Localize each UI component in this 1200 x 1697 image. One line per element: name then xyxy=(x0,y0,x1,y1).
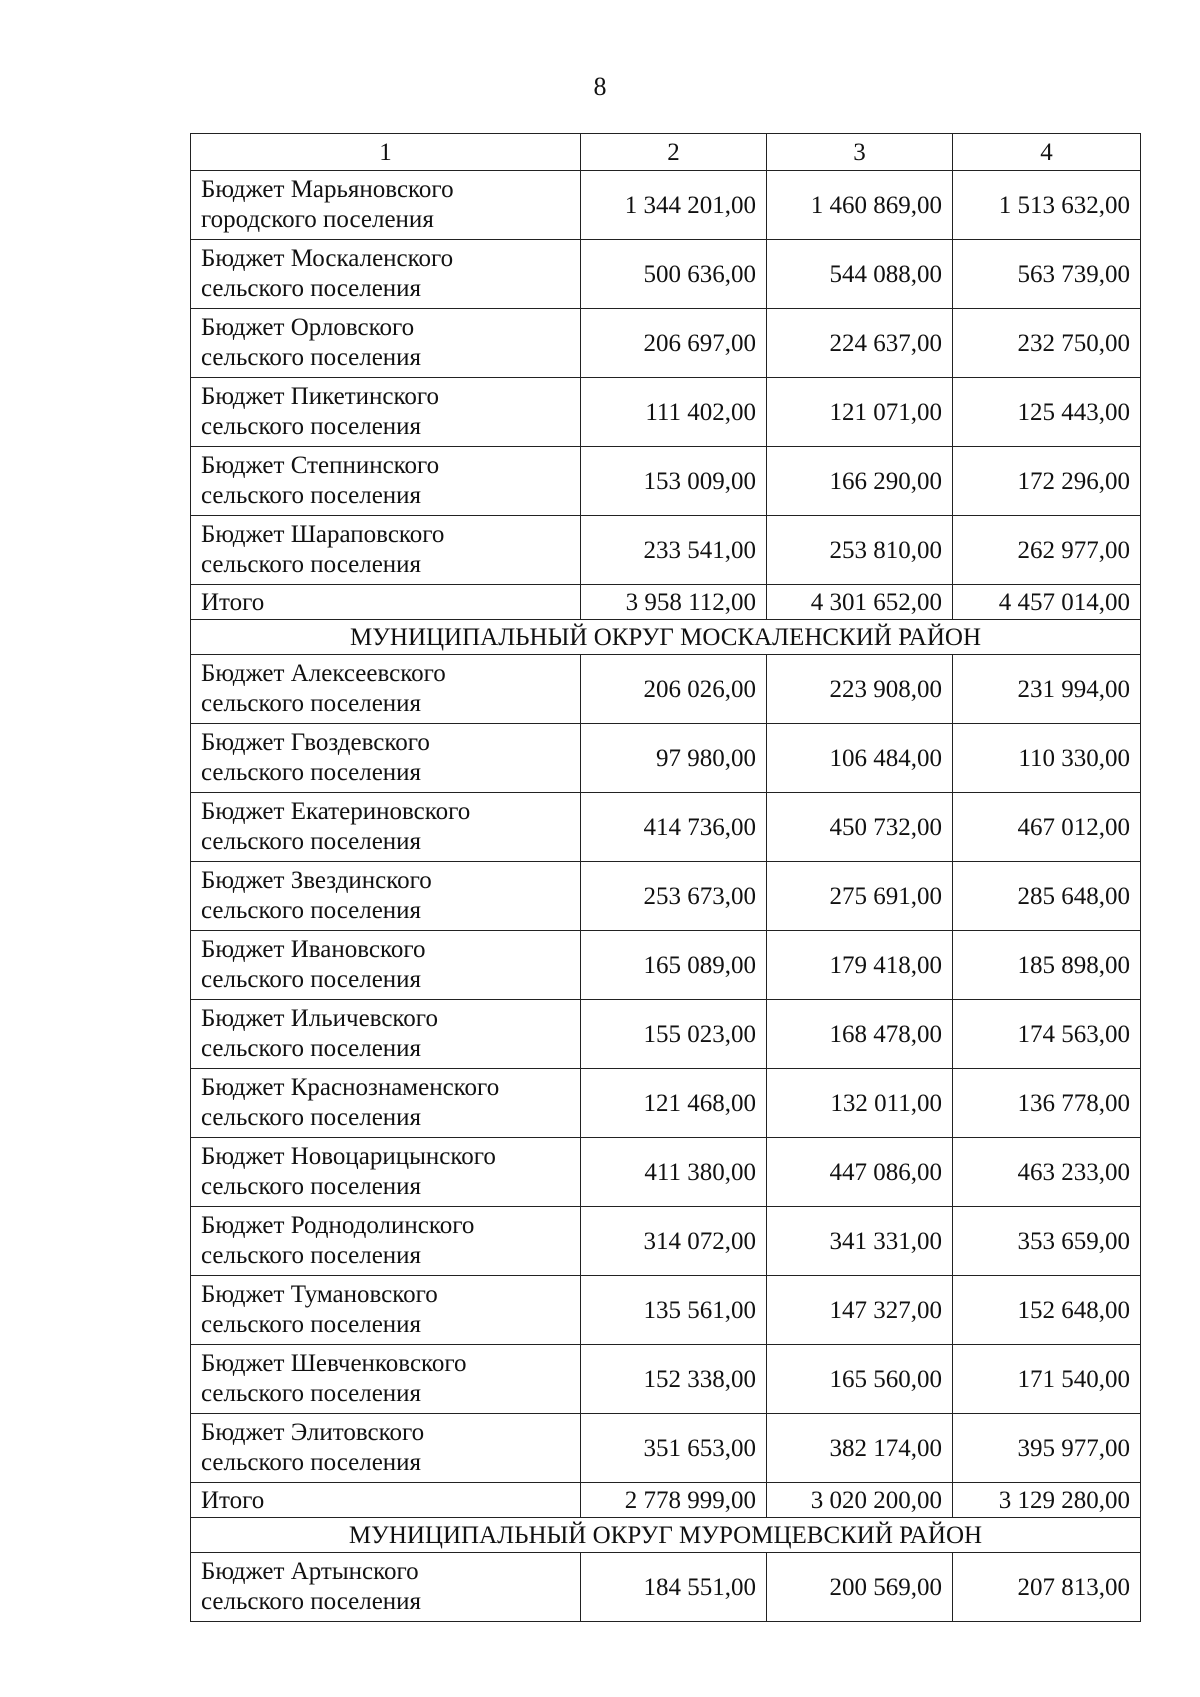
budget-name-line: Бюджет Алексеевского xyxy=(201,660,446,687)
table-row xyxy=(191,447,1141,516)
section-title: МУНИЦИПАЛЬНЫЙ ОКРУГ МОСКАЛЕНСКИЙ РАЙОН xyxy=(191,620,1141,655)
budget-name-cell xyxy=(191,793,581,862)
section-title: МУНИЦИПАЛЬНЫЙ ОКРУГ МУРОМЦЕВСКИЙ РАЙОН xyxy=(191,1518,1141,1553)
amount-col-4: 174 563,00 xyxy=(953,1000,1141,1069)
amount-col-2: 155 023,00 xyxy=(581,1000,767,1069)
budget-name-line: Бюджет Степнинского xyxy=(201,452,440,479)
budget-name-line: Бюджет Тумановского xyxy=(201,1281,438,1308)
total-amount-col-3: 3 020 200,00 xyxy=(767,1483,953,1518)
budget-name-cell xyxy=(191,1000,581,1069)
amount-col-2: 206 026,00 xyxy=(581,655,767,724)
amount-col-4: 152 648,00 xyxy=(953,1276,1141,1345)
amount-col-3: 450 732,00 xyxy=(767,793,953,862)
table-row xyxy=(191,309,1141,378)
amount-col-4: 231 994,00 xyxy=(953,655,1141,724)
budget-name-cell xyxy=(191,1138,581,1207)
amount-col-2: 314 072,00 xyxy=(581,1207,767,1276)
amount-col-4: 395 977,00 xyxy=(953,1414,1141,1483)
column-number-1: 1 xyxy=(191,134,581,171)
budget-name-line: сельского поселения xyxy=(201,551,422,578)
column-number-3: 3 xyxy=(767,134,953,171)
budget-name-line: Бюджет Марьяновского xyxy=(201,176,454,203)
budget-name-line: сельского поселения xyxy=(201,482,422,509)
amount-col-4: 185 898,00 xyxy=(953,931,1141,1000)
budget-name-line: Бюджет Ильичевского xyxy=(201,1005,438,1032)
amount-col-2: 414 736,00 xyxy=(581,793,767,862)
budget-name-line: сельского поселения xyxy=(201,1588,422,1615)
budget-name-line: Бюджет Москаленского xyxy=(201,245,454,272)
total-row xyxy=(191,1483,1141,1518)
budget-name-cell xyxy=(191,931,581,1000)
budget-name-line: сельского поселения xyxy=(201,828,422,855)
budget-name-line: Бюджет Ивановского xyxy=(201,936,426,963)
table-row xyxy=(191,1345,1141,1414)
table-row xyxy=(191,1138,1141,1207)
amount-col-4: 262 977,00 xyxy=(953,516,1141,585)
budget-name-line: сельского поселения xyxy=(201,897,422,924)
table-row xyxy=(191,1207,1141,1276)
table-row xyxy=(191,1069,1141,1138)
amount-col-3: 341 331,00 xyxy=(767,1207,953,1276)
budget-name-line: Бюджет Пикетинского xyxy=(201,383,440,410)
table-row xyxy=(191,1276,1141,1345)
amount-col-2: 153 009,00 xyxy=(581,447,767,516)
amount-col-4: 1 513 632,00 xyxy=(953,171,1141,240)
amount-col-3: 121 071,00 xyxy=(767,378,953,447)
budget-name-line: Бюджет Элитовского xyxy=(201,1419,425,1446)
total-label: Итого xyxy=(191,1483,581,1518)
total-amount-col-4: 3 129 280,00 xyxy=(953,1483,1141,1518)
amount-col-3: 179 418,00 xyxy=(767,931,953,1000)
budget-name-line: сельского поселения xyxy=(201,759,422,786)
budget-name-cell xyxy=(191,1414,581,1483)
budget-name-line: городского поселения xyxy=(201,206,434,233)
amount-col-2: 206 697,00 xyxy=(581,309,767,378)
budget-name-line: Бюджет Орловского xyxy=(201,314,415,341)
table-row xyxy=(191,1414,1141,1483)
budget-name-line: сельского поселения xyxy=(201,1104,422,1131)
column-number-2: 2 xyxy=(581,134,767,171)
amount-col-3: 224 637,00 xyxy=(767,309,953,378)
budget-name-cell xyxy=(191,724,581,793)
amount-col-3: 106 484,00 xyxy=(767,724,953,793)
amount-col-3: 132 011,00 xyxy=(767,1069,953,1138)
table-row xyxy=(191,931,1141,1000)
budget-name-line: сельского поселения xyxy=(201,1035,422,1062)
amount-col-4: 125 443,00 xyxy=(953,378,1141,447)
budget-name-cell xyxy=(191,1345,581,1414)
total-amount-col-4: 4 457 014,00 xyxy=(953,585,1141,620)
table-row xyxy=(191,378,1141,447)
amount-col-2: 165 089,00 xyxy=(581,931,767,1000)
budget-name-cell xyxy=(191,240,581,309)
table-row xyxy=(191,516,1141,585)
amount-col-2: 411 380,00 xyxy=(581,1138,767,1207)
amount-col-3: 253 810,00 xyxy=(767,516,953,585)
budget-name-line: Бюджет Звездинского xyxy=(201,867,432,894)
budget-name-line: сельского поселения xyxy=(201,275,422,302)
amount-col-4: 172 296,00 xyxy=(953,447,1141,516)
table-row xyxy=(191,1000,1141,1069)
amount-col-2: 184 551,00 xyxy=(581,1553,767,1622)
column-number-4: 4 xyxy=(953,134,1141,171)
budget-name-cell xyxy=(191,171,581,240)
budget-name-cell xyxy=(191,378,581,447)
table-row xyxy=(191,171,1141,240)
column-number-row xyxy=(191,134,1141,171)
amount-col-3: 166 290,00 xyxy=(767,447,953,516)
budget-name-cell xyxy=(191,447,581,516)
amount-col-2: 111 402,00 xyxy=(581,378,767,447)
budget-name-line: Бюджет Екатериновского xyxy=(201,798,471,825)
amount-col-2: 121 468,00 xyxy=(581,1069,767,1138)
amount-col-2: 351 653,00 xyxy=(581,1414,767,1483)
table-row xyxy=(191,1553,1141,1622)
amount-col-3: 165 560,00 xyxy=(767,1345,953,1414)
amount-col-4: 136 778,00 xyxy=(953,1069,1141,1138)
table-row xyxy=(191,240,1141,309)
budget-name-line: сельского поселения xyxy=(201,413,422,440)
amount-col-3: 447 086,00 xyxy=(767,1138,953,1207)
budget-name-cell xyxy=(191,516,581,585)
amount-col-2: 97 980,00 xyxy=(581,724,767,793)
amount-col-3: 275 691,00 xyxy=(767,862,953,931)
amount-col-4: 563 739,00 xyxy=(953,240,1141,309)
total-amount-col-3: 4 301 652,00 xyxy=(767,585,953,620)
budget-name-line: Бюджет Краснознаменского xyxy=(201,1074,500,1101)
budget-name-cell xyxy=(191,1276,581,1345)
amount-col-2: 500 636,00 xyxy=(581,240,767,309)
budget-name-line: сельского поселения xyxy=(201,344,422,371)
amount-col-4: 463 233,00 xyxy=(953,1138,1141,1207)
budget-table-body xyxy=(191,134,1141,1622)
budget-name-cell xyxy=(191,1207,581,1276)
amount-col-4: 171 540,00 xyxy=(953,1345,1141,1414)
amount-col-4: 467 012,00 xyxy=(953,793,1141,862)
budget-name-line: Бюджет Новоцарицынского xyxy=(201,1143,496,1170)
amount-col-4: 207 813,00 xyxy=(953,1553,1141,1622)
total-amount-col-2: 2 778 999,00 xyxy=(581,1483,767,1518)
budget-name-line: сельского поселения xyxy=(201,966,422,993)
budget-name-cell xyxy=(191,1069,581,1138)
table-row xyxy=(191,724,1141,793)
amount-col-3: 223 908,00 xyxy=(767,655,953,724)
total-row xyxy=(191,585,1141,620)
budget-table xyxy=(190,133,1141,1622)
amount-col-3: 200 569,00 xyxy=(767,1553,953,1622)
amount-col-2: 1 344 201,00 xyxy=(581,171,767,240)
amount-col-3: 544 088,00 xyxy=(767,240,953,309)
total-amount-col-2: 3 958 112,00 xyxy=(581,585,767,620)
budget-name-cell xyxy=(191,309,581,378)
budget-name-line: Бюджет Гвоздевского xyxy=(201,729,430,756)
budget-name-line: сельского поселения xyxy=(201,690,422,717)
amount-col-2: 253 673,00 xyxy=(581,862,767,931)
amount-col-2: 135 561,00 xyxy=(581,1276,767,1345)
budget-name-line: Бюджет Шевченковского xyxy=(201,1350,467,1377)
amount-col-3: 382 174,00 xyxy=(767,1414,953,1483)
amount-col-2: 152 338,00 xyxy=(581,1345,767,1414)
budget-name-line: сельского поселения xyxy=(201,1449,422,1476)
page-number: 8 xyxy=(593,72,607,101)
table-row xyxy=(191,862,1141,931)
budget-name-line: Бюджет Артынского xyxy=(201,1558,419,1585)
amount-col-4: 110 330,00 xyxy=(953,724,1141,793)
amount-col-3: 1 460 869,00 xyxy=(767,171,953,240)
total-label: Итого xyxy=(191,585,581,620)
budget-name-line: Бюджет Шараповского xyxy=(201,521,445,548)
budget-name-cell xyxy=(191,862,581,931)
amount-col-4: 353 659,00 xyxy=(953,1207,1141,1276)
budget-name-line: сельского поселения xyxy=(201,1380,422,1407)
amount-col-4: 285 648,00 xyxy=(953,862,1141,931)
amount-col-4: 232 750,00 xyxy=(953,309,1141,378)
table-row xyxy=(191,655,1141,724)
budget-name-line: Бюджет Роднодолинского xyxy=(201,1212,475,1239)
section-header-row xyxy=(191,620,1141,655)
budget-name-line: сельского поселения xyxy=(201,1242,422,1269)
budget-name-line: сельского поселения xyxy=(201,1173,422,1200)
amount-col-2: 233 541,00 xyxy=(581,516,767,585)
amount-col-3: 147 327,00 xyxy=(767,1276,953,1345)
table-row xyxy=(191,793,1141,862)
budget-name-line: сельского поселения xyxy=(201,1311,422,1338)
amount-col-3: 168 478,00 xyxy=(767,1000,953,1069)
budget-name-cell xyxy=(191,655,581,724)
budget-name-cell xyxy=(191,1553,581,1622)
section-header-row xyxy=(191,1518,1141,1553)
